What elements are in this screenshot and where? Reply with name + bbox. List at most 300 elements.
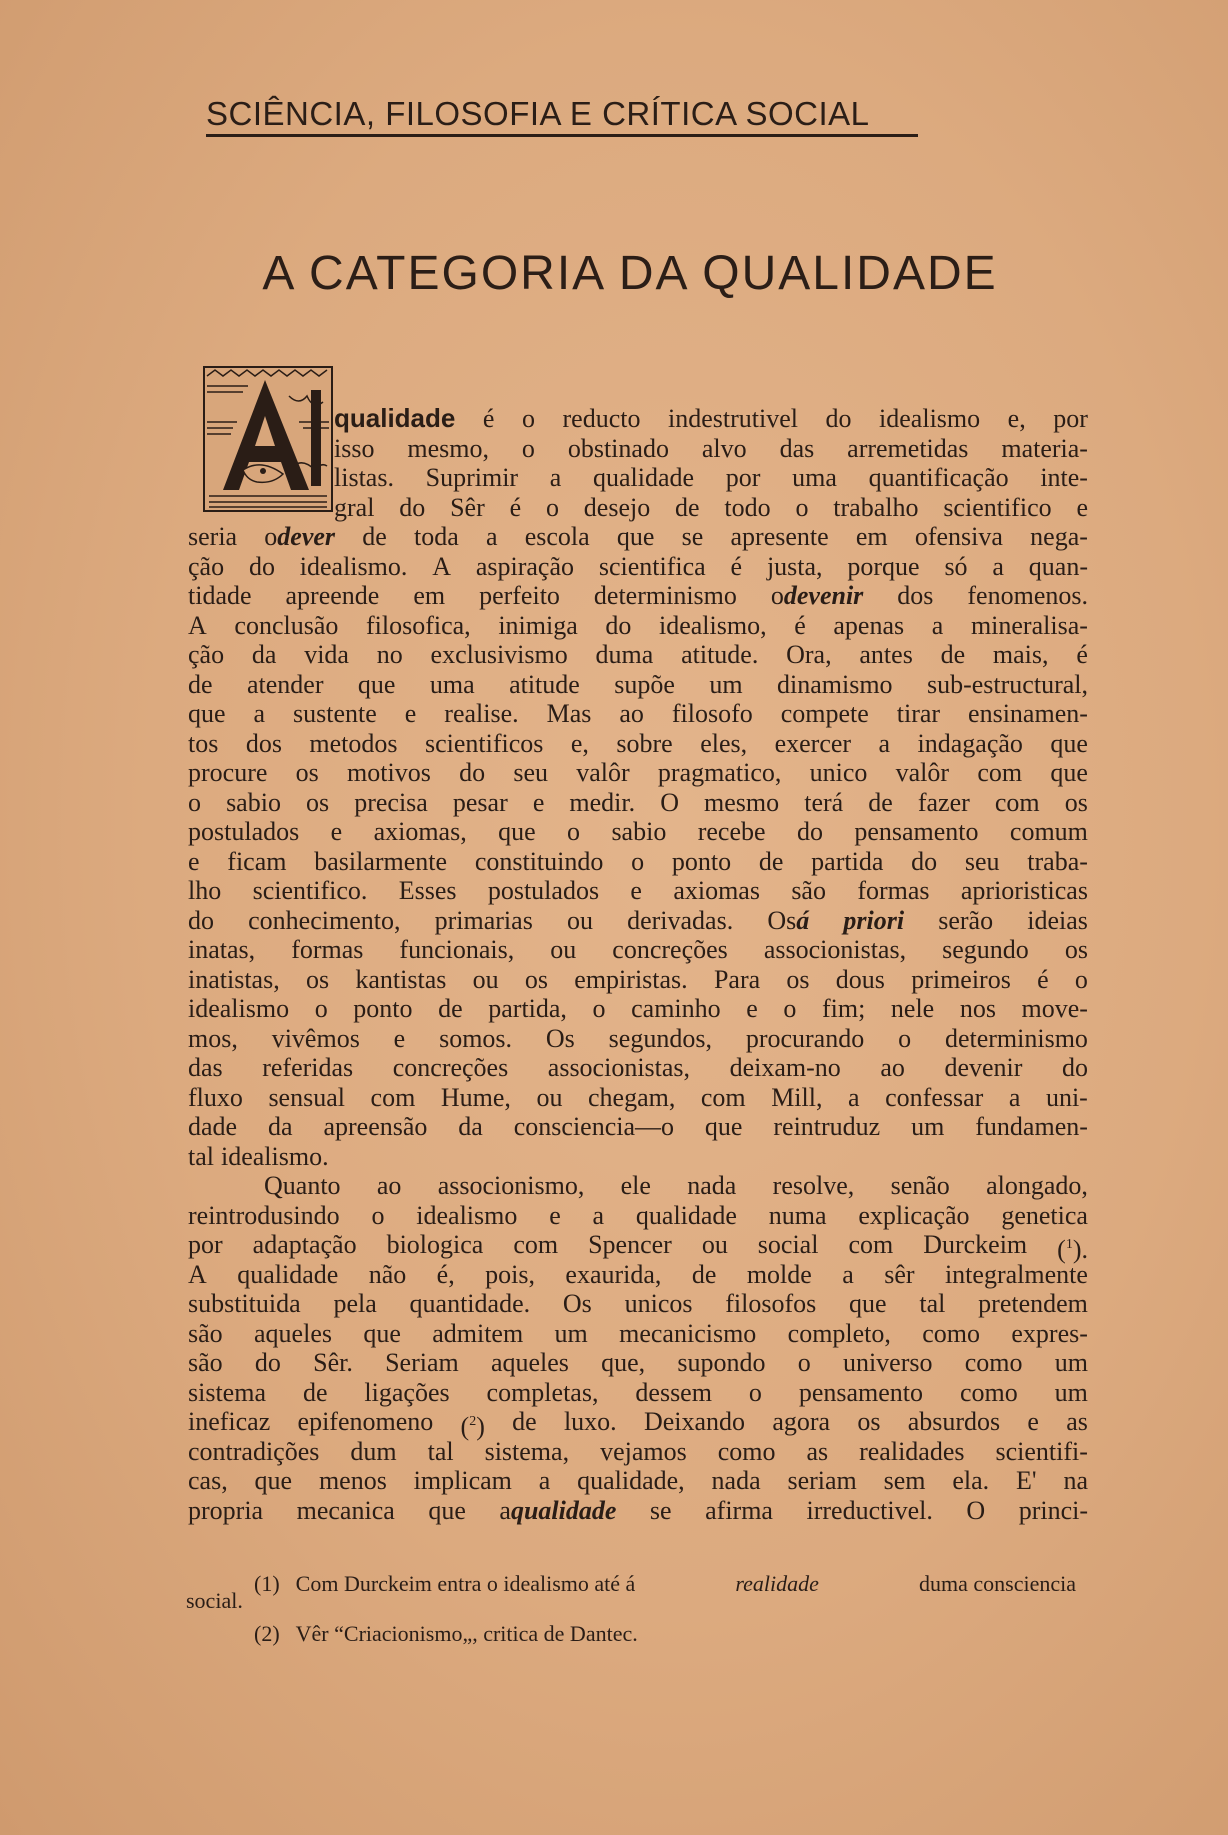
word: reintrodusindo [188,1200,340,1230]
word: apreende [285,581,380,610]
word: o [783,994,797,1023]
word: confessar [885,1082,984,1112]
word: de [512,1407,537,1436]
word: unico [809,758,868,787]
word: listas. [334,463,394,492]
word: E' [1016,1466,1037,1495]
word: formas [857,876,930,905]
word: determinismo [944,1023,1088,1053]
word: biologica [386,1230,484,1259]
word: é [730,551,743,581]
word: procurando [745,1023,865,1053]
word: nada [711,1466,761,1495]
text-line [188,906,1088,936]
word: ineficaz [188,1407,271,1436]
word: e [188,846,200,876]
word: dos [897,581,934,610]
word: pensamento [854,817,979,846]
word: Sêr [450,492,485,522]
word: os [295,758,319,787]
text-line [188,817,1088,847]
word: O [660,787,679,817]
word: propria [188,1495,264,1525]
footnotes [186,1568,1076,1649]
word: pretendem [978,1289,1088,1318]
word: sensual [268,1082,345,1112]
word: tidade [188,581,252,610]
word: formas [291,935,364,964]
word: de [362,522,387,551]
word: sustente [293,699,377,728]
word: valôr [895,758,950,787]
word: das [779,433,815,463]
word: é [1076,640,1088,669]
word: concreções [392,1053,509,1082]
word: nada [687,1171,737,1200]
text-line [188,1171,1088,1201]
word: aprioristicas [960,876,1088,905]
word: o [371,1200,385,1230]
text-line [334,434,1088,464]
word: terá [804,787,844,817]
text-line [334,463,1088,493]
word: um [709,669,743,699]
text-line [188,1496,1088,1526]
text-line [188,1407,1088,1441]
word: constituindo [474,846,604,876]
word: scientifi- [995,1436,1088,1466]
word: ao [619,699,644,728]
word: a [992,551,1004,581]
word: pois, [485,1259,535,1289]
word: ela. [952,1466,990,1495]
text-line [188,1348,1088,1378]
word: os [1064,787,1088,817]
word: compete [780,699,869,728]
word: princi- [1018,1495,1088,1525]
text-line [188,522,1088,552]
word: perfeito [479,581,560,610]
word: aqueles [490,1348,569,1377]
word: qualidade [237,1259,339,1289]
word: são [791,876,826,905]
word: seria [188,522,238,551]
word: quan- [1028,551,1088,581]
word: referidas [262,1053,354,1082]
word: e [532,787,545,817]
word: devenir [944,1053,1023,1082]
text-line [188,1201,1088,1231]
word: do [248,551,275,581]
word: um [911,1112,945,1141]
word: trabalho [833,492,919,522]
word: sabio [226,787,281,817]
word: as [806,1436,829,1466]
footnote-2-mark: (2) [254,1621,280,1646]
word: seu [513,758,548,787]
word: ponto [353,994,413,1023]
word: no [376,640,403,669]
text-line [188,611,1088,641]
word: pesar [452,787,508,817]
word: precisa [354,787,428,817]
word: antes [859,640,913,669]
word: é [482,404,495,433]
word: substituida [188,1289,301,1318]
footnote-2-text: Vêr “Criacionismo„, critica de Dantec. [295,1621,638,1646]
word: de [868,787,893,817]
word: funcionais, [399,935,515,964]
word: o [521,404,535,433]
word: o [567,817,581,846]
word: ou [536,1082,563,1112]
word: partida [811,846,884,876]
word: traba- [1027,846,1088,876]
word: o [188,787,201,817]
word: como [964,1348,1023,1377]
word: qualidade [593,463,695,492]
word: o [592,994,606,1023]
word: expres- [1011,1318,1088,1348]
word: a [538,1466,551,1495]
word: por [1053,404,1088,433]
word: é [509,492,522,522]
word: seriam [787,1466,857,1495]
word: que [188,699,226,728]
word: integralmente [944,1259,1088,1289]
word: lho [188,876,222,905]
word: com [977,758,1023,787]
word: atitude. [681,640,759,669]
text-line [188,758,1088,788]
word: concreções [612,935,728,964]
word: tal [427,1436,454,1466]
word: um [1054,1348,1088,1377]
word: mecanicismo [619,1318,757,1348]
word: seu [964,846,1000,876]
word: comum [1009,817,1088,846]
word: vejamos [600,1436,687,1466]
word: ou [701,1230,728,1259]
word: a [485,522,498,551]
word: alvo [701,433,747,463]
word: é, [436,1259,455,1289]
word: Quanto [264,1171,341,1200]
word: idealismo. [221,1141,329,1171]
word: do [254,1348,281,1377]
word: ele [620,1171,651,1200]
word: a [1008,1082,1021,1112]
word: dessem [635,1377,712,1407]
word: absurdos [907,1407,1001,1436]
word: associonistas, [763,935,907,964]
word: Ora, [786,640,832,669]
word: de [188,669,213,699]
word: os [786,964,810,994]
word: de [438,994,463,1023]
word: primarias [434,905,533,935]
word: implicam [413,1466,512,1495]
word: que [704,1112,743,1141]
word: pensamento [798,1377,924,1407]
word: Esses [398,876,457,905]
word: os [524,964,549,994]
word: tal [919,1289,946,1318]
text-line [188,1112,1088,1142]
word: o [797,1348,811,1377]
word: o [314,994,328,1023]
word: de [758,846,784,876]
word: só [944,551,968,581]
word: realidades [859,1436,965,1466]
word: indagação [917,728,1023,758]
word: fluxo [188,1082,243,1112]
word: nega- [1030,522,1088,551]
word: motivos [347,758,431,787]
word: apenas [833,610,905,640]
word: as [1066,1407,1088,1436]
word: qualidade, [577,1466,685,1495]
text-line [188,1024,1088,1054]
word: de [302,1377,328,1407]
word: mesmo, [407,433,489,463]
word: o [545,492,559,522]
word: adaptação [252,1230,357,1259]
word: supondo [677,1348,766,1377]
word: mesmo [704,787,780,817]
text-line [188,581,1088,611]
word: por [188,1230,223,1259]
word: filosofos [725,1289,817,1318]
word: (1). [1057,1234,1088,1264]
word: ponto [671,846,732,876]
word: somos. [439,1023,513,1053]
word: e, [1007,404,1026,433]
word: unicos [624,1289,693,1318]
word: postulados [188,817,300,846]
word: axiomas, [373,817,467,846]
word: e [630,876,642,905]
word: Hume, [440,1082,511,1112]
word: vivêmos [271,1023,360,1053]
word: é [1037,964,1049,994]
word: fazer [917,787,970,817]
word: quantidade. [409,1289,531,1318]
word: explicação [858,1200,970,1230]
word: de [675,492,700,522]
word: como [922,1318,981,1348]
text-line [188,788,1088,818]
word: o [521,433,535,463]
word: sobre [616,728,673,758]
word: fundamen- [975,1112,1088,1141]
word: segundo [942,935,1029,964]
word: do [605,610,632,640]
word: chegam, [587,1082,676,1112]
word: sistema, [484,1436,570,1466]
text-line [188,552,1088,582]
word: exaurida, [565,1259,662,1289]
word: e [746,994,758,1023]
word: aqualidade [499,1495,617,1525]
word: o [1074,964,1088,994]
footnote-1-text: Com Durckeim entra o idealismo até á [295,1571,636,1596]
word: filosofica, [366,610,471,640]
word: Seriam [385,1348,459,1377]
word: inte- [1040,463,1088,492]
word: Mill, [771,1082,823,1112]
word: os [305,964,330,994]
word: recebe [697,817,766,846]
word: da [268,1112,293,1141]
word: em [413,581,446,610]
word: justa, [766,551,823,581]
word: associonismo, [437,1171,585,1200]
word: qualidade [635,1200,737,1230]
word: um [554,1318,588,1348]
word: molde [746,1259,812,1289]
word: odever [264,522,336,551]
word: com [848,1230,894,1259]
word: priori [843,905,905,935]
text-line [188,1437,1088,1467]
word: e [404,699,417,728]
word: tirar [896,699,941,728]
word: que [363,1318,401,1348]
word: conclusão [234,610,339,640]
text-line [188,670,1088,700]
word: primeiros [911,964,1011,994]
word: que, [601,1348,646,1377]
word: na [1063,1466,1088,1495]
article-title: A CATEGORIA DA QUALIDADE [262,247,998,300]
word: ao [376,1171,402,1200]
word: axiomas [673,876,760,905]
word: que [498,817,536,846]
word: determinismo [593,581,737,610]
word: da [458,1112,483,1141]
word: ligações [364,1377,450,1407]
footnote-1-end: duma consciencia [918,1571,1076,1596]
word: menos [318,1466,387,1495]
word: inatas, [188,935,256,964]
text-line [188,699,1088,729]
text-line [188,1319,1088,1349]
word: de [691,1259,717,1289]
word: resolve, [772,1171,855,1200]
word: realise. [444,699,519,728]
word: como [717,1436,776,1466]
word: sub-estructural, [926,669,1088,699]
word: afirma [705,1495,773,1525]
word: e, [570,728,589,758]
word: tal [188,1141,214,1171]
word: e [1076,492,1088,522]
word: completo, [787,1318,891,1348]
word: vida [304,640,349,669]
word: mecanica [296,1495,395,1525]
word: em [855,522,888,551]
footnote-1 [186,1568,1076,1599]
word: uma [429,669,475,699]
word: scientifica [598,551,706,581]
word: derivadas. [627,905,734,935]
word: da [251,640,277,669]
word: Deixando [643,1407,746,1436]
text-line [188,1289,1088,1319]
word: e [330,817,343,846]
word: genetica [1001,1200,1088,1230]
word: isso [334,433,375,463]
word: idealismo. [299,551,408,581]
word: idealismo [188,994,290,1023]
word: filosofo [671,699,753,728]
word: dum [350,1436,397,1466]
footnote-2 [186,1618,1076,1649]
word: agora [772,1407,831,1436]
word: os [857,1407,881,1436]
word: nos [959,994,996,1023]
word: scientifico. [252,876,368,905]
word: uni- [1045,1082,1088,1112]
word: que [357,669,396,699]
word: por [725,463,761,492]
word: odevenir [770,581,864,610]
word: materia- [1001,433,1088,463]
text-line [334,493,1088,523]
word: que [428,1495,466,1525]
word: ofensiva [914,522,1003,551]
text-line [188,876,1088,906]
word: apreensão [323,1112,428,1141]
word: valôr [576,758,630,787]
word: alongado, [986,1171,1088,1200]
word: que [254,1466,293,1495]
word: com [370,1082,416,1112]
text-line [188,1378,1088,1408]
word: completas, [486,1377,599,1407]
word: Sêr. [313,1348,353,1377]
word: com [513,1230,559,1259]
word: do [399,492,426,522]
word: metodos [309,728,398,758]
footnote-1-italic: realidade [735,1571,819,1596]
word: postulados [487,876,600,905]
word: duma [595,640,654,669]
word: move- [1021,994,1088,1023]
word: mos, [188,1023,238,1053]
word: cas, [188,1466,228,1495]
word: contradições [188,1436,320,1466]
word: são [188,1318,223,1348]
word: do [188,905,214,935]
word: é [794,610,806,640]
text-line [188,847,1088,877]
word: do [1062,1053,1088,1082]
word: consciencia—o [513,1112,675,1141]
word: a [848,1082,860,1112]
word: social [757,1230,819,1259]
word: Osá [767,905,810,935]
word: indestrutivel [668,404,798,433]
word: um [1054,1377,1088,1407]
running-head: SCIÊNCIA, FILOSOFIA E CRÍTICA SOCIAL [206,96,918,137]
word: que [1050,758,1088,787]
word: reducto [562,404,641,433]
word: atitude [509,669,580,699]
word: eles, [700,728,748,758]
word: scientificos [424,728,544,758]
